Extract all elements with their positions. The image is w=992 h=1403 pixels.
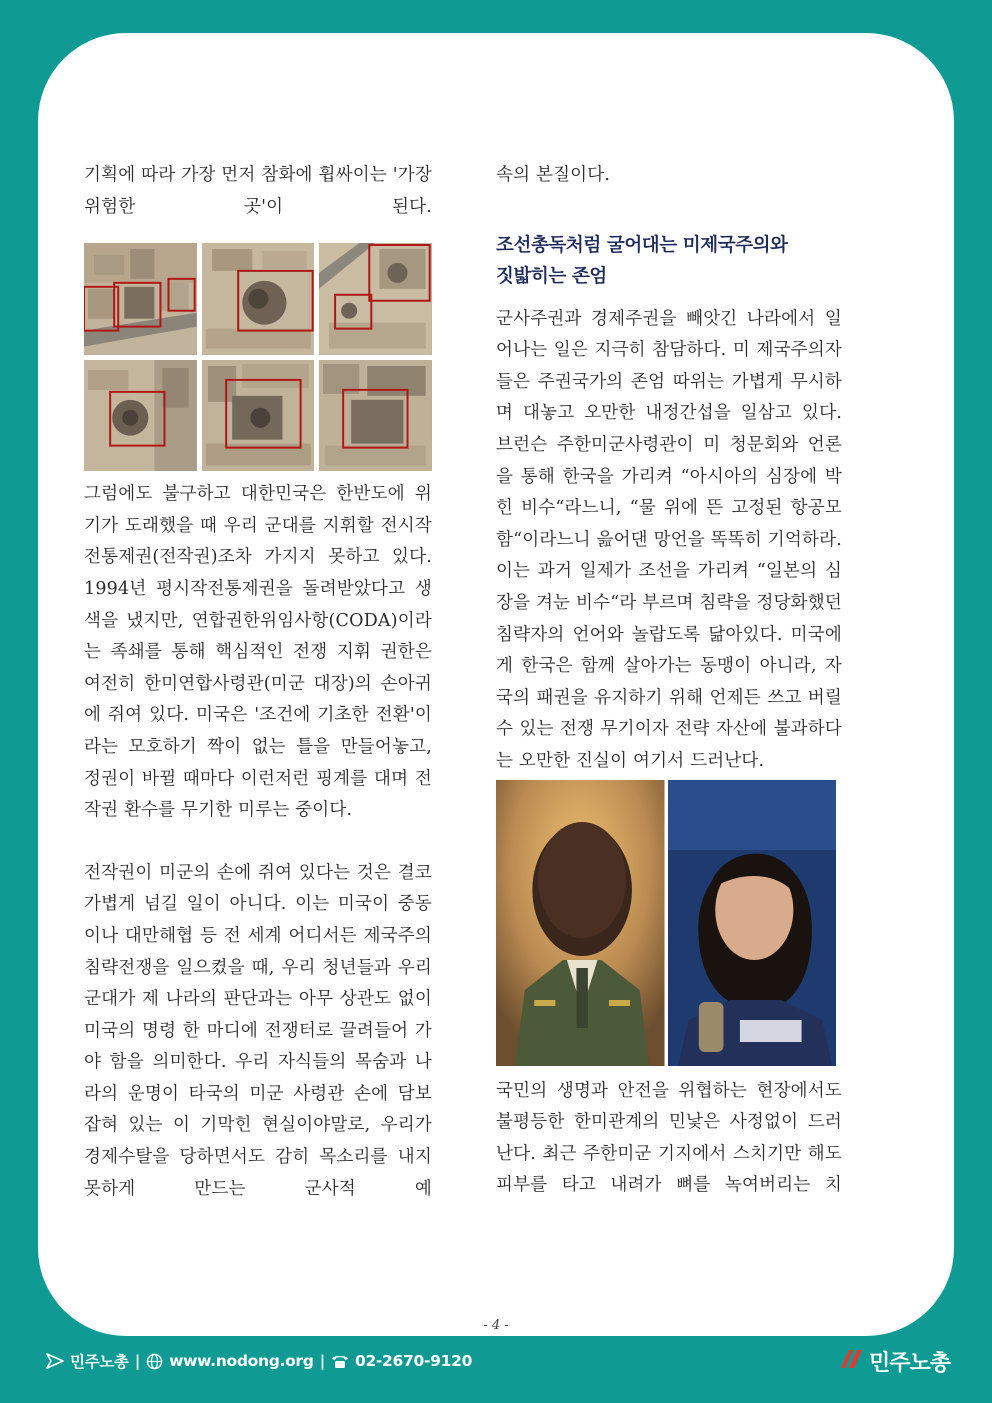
paper-plane-icon	[46, 1352, 64, 1370]
paragraph-sovereignty: 군사주권과 경제주권을 빼앗긴 나라에서 일어나는 일은 지극히 참담하다. 미 제국주의자들은 주권국가의 존엄 따위는 가볍게 무시하며 대놓고 오만한 내정간섭을 일삼고 있다. 브런슨 주한미군사령관이 미 청문회와 언론을 통해 한국을 가리켜 “아시아의 심장에 박힌 비수“라느니, “물 위에 뜬 고정된 항공모함“이라느니 읊어댄 망언을 똑똑히 기억하라. 이는 과거 일제가 조선을 가리켜 “일본의 심장을 겨눈 비수“라 부르며 침략을 정당화했던 침략자의 언어와 놀랍도록 닮아있다. 미국에게 한국은 함께 살아가는 동맹이 아니라, 자국의 패권을 유지하기 위해 언제든 쓰고 버릴 수 있는 전쟁 무기이자 전략 자산에 불과하다는 오만한 진실이 여기서 드러난다.	[496, 308, 842, 771]
footer-separator: |	[134, 1352, 141, 1370]
section-heading	[496, 230, 842, 292]
right-column	[496, 160, 842, 1202]
satellite-image-grid	[84, 243, 432, 471]
section-heading-line-1: 조선총독처럼 굴어대는 미제국주의와	[496, 234, 788, 256]
brand-logo-icon	[837, 1348, 863, 1376]
portrait-photo-general	[496, 780, 665, 1066]
globe-icon	[146, 1353, 163, 1370]
paragraph-wartime-control: 그럼에도 불구하고 대한민국은 한반도에 위기가 도래했을 때 우리 군대를 지휘할 전시작전통제권(전작권)조차 가지지 못하고 있다. 1994년 평시작전통제권을 돌려받았다고 생색을 냈지만, 연합권한위임사항(CODA)이라는 족쇄를 통해 핵심적인 전쟁 지휘 권한은 여전히 한미연합사령관(미군 대장)의 손아귀에 쥐여 있다. 미국은 '조건에 기초한 전환'이라는 모호하기 짝이 없는 틀을 만들어놓고, 정권이 바뀔 때마다 이런저런 핑계를 대며 전작권 환수를 무기한 미루는 중이다.	[84, 484, 432, 821]
page-number: - 4 -	[483, 1318, 509, 1333]
footer-org: 민주노총	[70, 1353, 129, 1371]
brand-logo	[837, 1346, 950, 1377]
section-heading-line-2: 짓밟히는 존엄	[496, 265, 607, 287]
satellite-image-4	[84, 360, 197, 472]
brand-name: 민주노총	[868, 1351, 950, 1376]
footer-contact	[46, 1348, 472, 1374]
footer-website-link[interactable]: www.nodong.org	[169, 1352, 314, 1370]
portrait-photos	[496, 780, 836, 1066]
satellite-image-1	[84, 243, 197, 355]
paragraph-us-command: 전작권이 미군의 손에 쥐여 있다는 것은 결코 가볍게 넘길 일이 아니다. 이는 미국이 중동이나 대만해협 등 전 세계 어디서든 제국주의 침략전쟁을 일으켰을 때, 우리 청년들과 우리 군대가 제 나라의 판단과는 아무 상관도 없이 미국의 명령 한 마디에 전쟁터로 끌려들어 가야 함을 의미한다. 우리 자식들의 목숨과 나라의 운명이 타국의 미군 사령관 손에 담보 잡혀 있는 이 기막힌 현실이야말로, 우리가 경제수탈을 당하면서도 감히 목소리를 내지 못하게 만드는 군사적 예	[84, 862, 432, 1199]
intro-paragraph: 기획에 따라 가장 먼저 참화에 휩싸이는 '가장 위험한 곳'이 된다.	[84, 165, 432, 217]
paragraph-unequal-relations: 국민의 생명과 안전을 위협하는 현장에서도 불평등한 한미관계의 민낯은 사정없이 드러난다. 최근 주한미군 기지에서 스치기만 해도 피부를 타고 내려가 뼈를 녹여버리는 치	[496, 1080, 842, 1196]
satellite-image-6	[319, 360, 432, 472]
satellite-image-5	[202, 360, 315, 472]
left-column	[84, 160, 432, 1205]
footer-phone: 02-2670-9120	[354, 1352, 473, 1370]
satellite-image-3	[319, 243, 432, 355]
satellite-image-2	[202, 243, 315, 355]
phone-icon	[331, 1353, 349, 1369]
portrait-photo-woman	[668, 780, 837, 1066]
footer-separator: |	[319, 1352, 325, 1370]
continued-paragraph: 속의 본질이다.	[496, 165, 611, 185]
